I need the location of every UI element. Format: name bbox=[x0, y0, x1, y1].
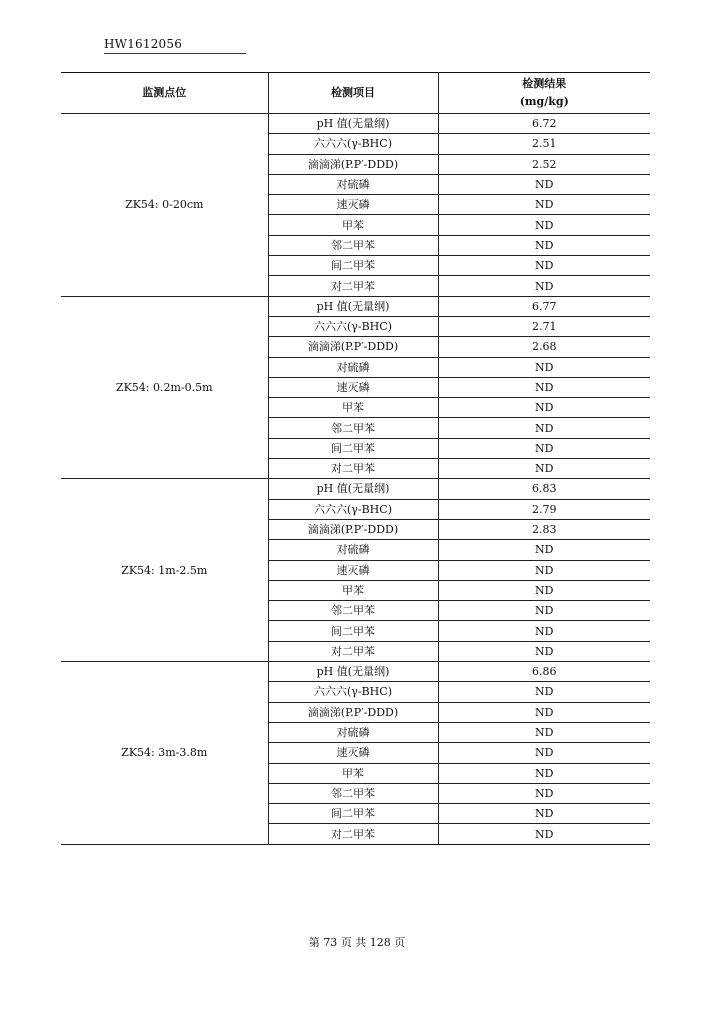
table-row bbox=[61, 479, 650, 499]
header-rule bbox=[104, 53, 246, 54]
item-cell: pH 值(无量纲) bbox=[268, 114, 438, 134]
result-cell: 2.79 bbox=[438, 499, 650, 519]
table-header-row bbox=[61, 73, 650, 114]
item-cell: 速灭磷 bbox=[268, 560, 438, 580]
item-cell: 间二甲苯 bbox=[268, 438, 438, 458]
result-cell: ND bbox=[438, 580, 650, 600]
result-cell: ND bbox=[438, 215, 650, 235]
result-cell: ND bbox=[438, 195, 650, 215]
item-cell: 六六六(γ-BHC) bbox=[268, 316, 438, 336]
item-cell: 邻二甲苯 bbox=[268, 783, 438, 803]
item-cell: pH 值(无量纲) bbox=[268, 296, 438, 316]
result-cell: 2.68 bbox=[438, 337, 650, 357]
item-cell: 速灭磷 bbox=[268, 743, 438, 763]
result-cell: 2.51 bbox=[438, 134, 650, 154]
item-cell: 邻二甲苯 bbox=[268, 235, 438, 255]
item-cell: 间二甲苯 bbox=[268, 804, 438, 824]
site-cell: ZK54: 3m-3.8m bbox=[61, 662, 268, 845]
item-cell: pH 值(无量纲) bbox=[268, 479, 438, 499]
result-cell: ND bbox=[438, 641, 650, 661]
item-cell: 六六六(γ-BHC) bbox=[268, 682, 438, 702]
site-cell: ZK54: 0.2m-0.5m bbox=[61, 296, 268, 479]
result-cell: ND bbox=[438, 256, 650, 276]
item-cell: 对硫磷 bbox=[268, 722, 438, 742]
result-cell: ND bbox=[438, 540, 650, 560]
result-cell: ND bbox=[438, 398, 650, 418]
header-result-title: 检测结果 bbox=[522, 77, 567, 90]
result-cell: ND bbox=[438, 560, 650, 580]
result-cell: ND bbox=[438, 459, 650, 479]
result-cell: ND bbox=[438, 763, 650, 783]
result-cell: ND bbox=[438, 377, 650, 397]
item-cell: 六六六(γ-BHC) bbox=[268, 499, 438, 519]
item-cell: 对硫磷 bbox=[268, 174, 438, 194]
item-cell: 间二甲苯 bbox=[268, 256, 438, 276]
result-cell: ND bbox=[438, 702, 650, 722]
result-cell: ND bbox=[438, 722, 650, 742]
item-cell: 甲苯 bbox=[268, 398, 438, 418]
result-cell: 6.83 bbox=[438, 479, 650, 499]
table-row bbox=[61, 662, 650, 682]
result-cell: ND bbox=[438, 783, 650, 803]
result-cell: 2.83 bbox=[438, 519, 650, 539]
item-cell: 对二甲苯 bbox=[268, 641, 438, 661]
header-result-unit: (mg/kg) bbox=[519, 95, 569, 108]
result-cell: ND bbox=[438, 621, 650, 641]
result-cell: ND bbox=[438, 601, 650, 621]
result-cell: ND bbox=[438, 824, 650, 844]
result-cell: 6.77 bbox=[438, 296, 650, 316]
result-cell: ND bbox=[438, 682, 650, 702]
result-cell: ND bbox=[438, 357, 650, 377]
result-cell: 6.86 bbox=[438, 662, 650, 682]
result-cell: ND bbox=[438, 235, 650, 255]
item-cell: 对二甲苯 bbox=[268, 824, 438, 844]
item-cell: pH 值(无量纲) bbox=[268, 662, 438, 682]
results-table bbox=[61, 72, 650, 845]
item-cell: 对二甲苯 bbox=[268, 276, 438, 296]
item-cell: 滴滴涕(P.P′-DDD) bbox=[268, 337, 438, 357]
item-cell: 速灭磷 bbox=[268, 195, 438, 215]
result-cell: ND bbox=[438, 276, 650, 296]
item-cell: 邻二甲苯 bbox=[268, 418, 438, 438]
document-id: HW1612056 bbox=[104, 37, 183, 51]
item-cell: 对硫磷 bbox=[268, 357, 438, 377]
header-item: 检测项目 bbox=[268, 73, 438, 114]
site-cell: ZK54: 1m-2.5m bbox=[61, 479, 268, 662]
table-row bbox=[61, 296, 650, 316]
result-cell: ND bbox=[438, 743, 650, 763]
item-cell: 甲苯 bbox=[268, 580, 438, 600]
result-cell: 2.71 bbox=[438, 316, 650, 336]
result-cell: ND bbox=[438, 418, 650, 438]
header-result bbox=[438, 73, 650, 114]
site-cell: ZK54: 0-20cm bbox=[61, 114, 268, 297]
result-cell: ND bbox=[438, 438, 650, 458]
item-cell: 滴滴涕(P.P′-DDD) bbox=[268, 702, 438, 722]
item-cell: 邻二甲苯 bbox=[268, 601, 438, 621]
result-cell: ND bbox=[438, 174, 650, 194]
result-cell: 6.72 bbox=[438, 114, 650, 134]
item-cell: 间二甲苯 bbox=[268, 621, 438, 641]
item-cell: 对二甲苯 bbox=[268, 459, 438, 479]
item-cell: 对硫磷 bbox=[268, 540, 438, 560]
item-cell: 速灭磷 bbox=[268, 377, 438, 397]
table-body bbox=[61, 114, 650, 845]
item-cell: 滴滴涕(P.P′-DDD) bbox=[268, 519, 438, 539]
item-cell: 六六六(γ-BHC) bbox=[268, 134, 438, 154]
item-cell: 滴滴涕(P.P′-DDD) bbox=[268, 154, 438, 174]
item-cell: 甲苯 bbox=[268, 763, 438, 783]
page-number: 第 73 页 共 128 页 bbox=[308, 936, 406, 949]
item-cell: 甲苯 bbox=[268, 215, 438, 235]
table-row bbox=[61, 114, 650, 134]
header-site: 监测点位 bbox=[61, 73, 268, 114]
result-cell: ND bbox=[438, 804, 650, 824]
result-cell: 2.52 bbox=[438, 154, 650, 174]
